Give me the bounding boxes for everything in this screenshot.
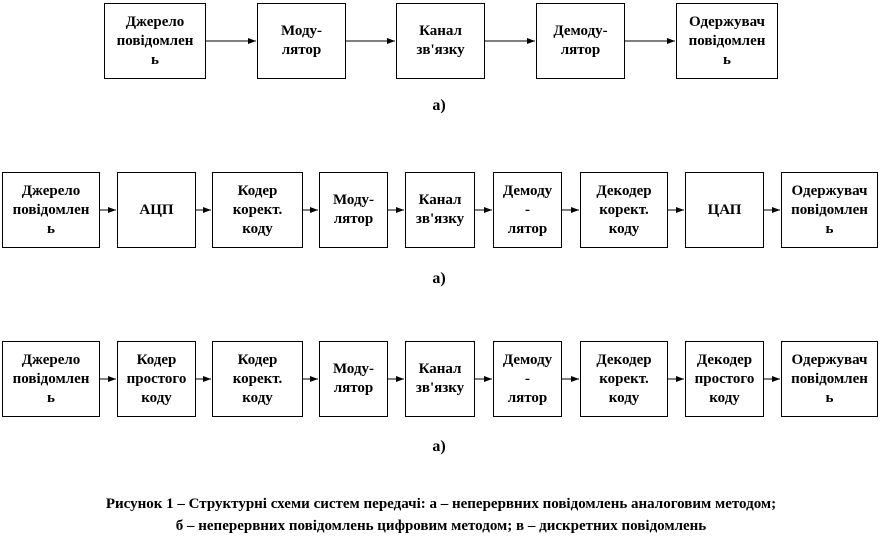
block-source-encoder: Кодер простого коду (117, 341, 196, 417)
block-error-correcting-decoder: Декодер корект. коду (580, 172, 668, 248)
block-receiver: Одержувач повідомлен ь (781, 341, 878, 417)
block-demodulator: Демоду- лятор (536, 3, 625, 79)
figure-caption (0, 493, 882, 537)
block-dac: ЦАП (685, 172, 764, 248)
diagram-b-label: а) (432, 270, 446, 287)
block-modulator: Моду- лятор (257, 3, 346, 79)
diagram-a-label: а) (432, 97, 446, 114)
block-adc: АЦП (117, 172, 196, 248)
block-source-decoder: Декодер простого коду (685, 341, 764, 417)
block-error-correcting-encoder: Кодер корект. коду (212, 172, 303, 248)
diagram-c-label: а) (432, 438, 446, 455)
block-source: Джерело повідомлен ь (2, 172, 100, 248)
block-receiver: Одержувач повідомлен ь (676, 3, 778, 79)
caption-line-1: Рисунок 1 – Структурні схеми систем передачі: а – неперервних повідомлень аналоговим методом; (105, 496, 777, 512)
block-channel: Канал зв'язку (405, 341, 475, 417)
block-error-correcting-encoder: Кодер корект. коду (212, 341, 303, 417)
block-channel: Канал зв'язку (396, 3, 485, 79)
block-receiver: Одержувач повідомлен ь (781, 172, 878, 248)
block-source: Джерело повідомлен ь (104, 3, 206, 79)
caption-line-2: б – неперервних повідомлень цифровим методом; в – дискретних повідомлень (175, 518, 707, 534)
block-error-correcting-decoder: Декодер корект. коду (580, 341, 668, 417)
block-demodulator: Демоду - лятор (493, 341, 562, 417)
block-source: Джерело повідомлен ь (2, 341, 100, 417)
block-channel: Канал зв'язку (405, 172, 475, 248)
block-modulator: Моду- лятор (319, 172, 388, 248)
block-demodulator: Демоду - лятор (493, 172, 562, 248)
block-modulator: Моду- лятор (319, 341, 388, 417)
